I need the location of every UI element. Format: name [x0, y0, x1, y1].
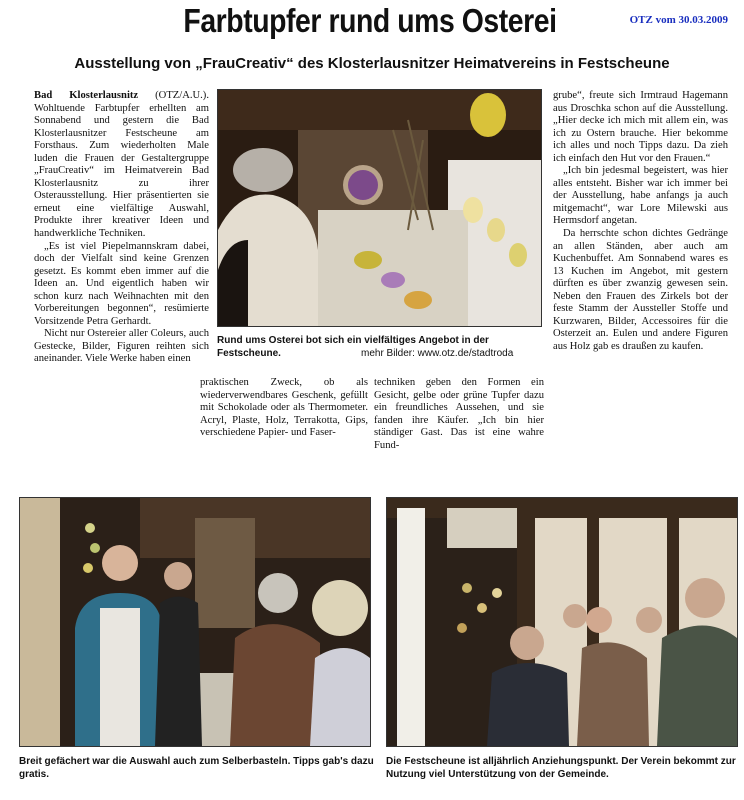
article-paragraph: „Es ist viel Piepelmannskram dabei, doch der Vielfalt sind keine Grenzen gesetzt. Es kommt eben immer auf die Ideen an. Und eigentlich haben wir schon kurz nach Weihnachten mit den Vorbereitungen begonnen“, resümierte Vorsitzende Petra Gerhardt. [34, 240, 209, 327]
article-paragraph: Nicht nur Ostereier aller Coleurs, auch Gestecke, Bilder, Figuren reihten sich aneinander. Viele Werke haben einen [34, 328, 209, 365]
headline: Farbtupfer rund ums Osterei [183, 2, 557, 39]
photo-festscheune-visitors [386, 497, 738, 747]
photo-crafting-stand [19, 497, 371, 747]
more-photos-link[interactable]: mehr Bilder: www.otz.de/stadtroda [361, 348, 514, 359]
photo-easter-egg-display [217, 89, 542, 327]
article-paragraph: grube“, freute sich Irmtraud Hagemann aus Droschka schon auf die Ausstellung. „Hier decke ich mich mit allem ein, was ich zu Ostern brauche. Hier bekomme ich alles und noch Tipps dazu. Da zieh ich einfach den Hut vor den Frauen.“ [553, 90, 728, 164]
dateline: Bad Klosterlausnitz [34, 90, 139, 101]
caption-text: Breit gefächert war die Auswahl auch zum Selberbasteln. Tipps gab's dazu gratis. [19, 756, 374, 780]
article-column-3 [374, 377, 544, 457]
article-paragraph: Da herrschte schon dichtes Gedränge an allen Ständen, aber auch am Kuchenbuffet. Am Sonnabend wares es 13 Kuchen im Angebot, mit gestern dürften es über zwanzig gewesen sein. Neben den Frauen des Zirkels bot der feste Stamm der Aussteller Stoffe und Kurzwaren, Bilder, Accessoires für die Osterzeit an. Eulen und andere Figuren aus Holz gab es draußen zu kaufen. [553, 228, 728, 352]
caption-bottom-left-photo [19, 756, 374, 781]
caption-text: Die Festscheune ist alljährlich Anziehungspunkt. Der Verein bekommt zur Nutzung viel Unterstützung von der Gemeinde. [386, 756, 736, 780]
article-column-2 [200, 377, 368, 457]
caption-text: Rund ums Osterei bot sich ein vielfältiges Angebot in der Festscheune. [217, 335, 489, 359]
source-line: OTZ vom 30.03.2009 [629, 14, 728, 26]
article-paragraph: Bad Klosterlausnitz (OTZ/A.U.). Wohltuende Farbtupfer erhellten am Sonnabend und gestern die Bad Klosterlausnitzer Festscheune am Forsthaus. Zum wiederholten Male luden die Frauen der Gestaltergruppe „FrauCreativ“ im Heimatverein Bad Klosterlausnitz zu ihrer Osterausstellung. Hier präsentierten sie erneut eine vielfältige Auswahl, Produkte ihrer kreativer Ideen und handwerkliche Techniken. [34, 90, 209, 240]
article-paragraph: praktischen Zweck, ob als wiederverwendbares Geschenk, gefüllt mit Schokolade oder als Thermometer. Acryl, Plaste, Holz, Terrakotta, Gips, verschiedene Papier- und Faser- [200, 377, 368, 439]
caption-bottom-right-photo [386, 756, 738, 781]
article-paragraph: techniken geben den Formen ein Gesicht, gelbe oder grüne Tupfer dazu ein freundliches Aussehen, und sie fanden ihre Käufer. „Ich bin hier ständiger Gast. Das ist eine wahre Fund- [374, 377, 544, 451]
article-column-1 [34, 90, 209, 490]
article-paragraph: „Ich bin jedesmal begeistert, was hier alles entsteht. Bisher war ich immer bei der Ausstellung, habe anfangs ja auch mitgemacht“, war Lore Milewski aus Hermsdorf angetan. [553, 165, 728, 227]
article-column-4 [553, 90, 728, 490]
subhead: Ausstellung von „FrauCreativ“ des Klosterlausnitzer Heimatvereins in Festscheune [74, 55, 670, 72]
